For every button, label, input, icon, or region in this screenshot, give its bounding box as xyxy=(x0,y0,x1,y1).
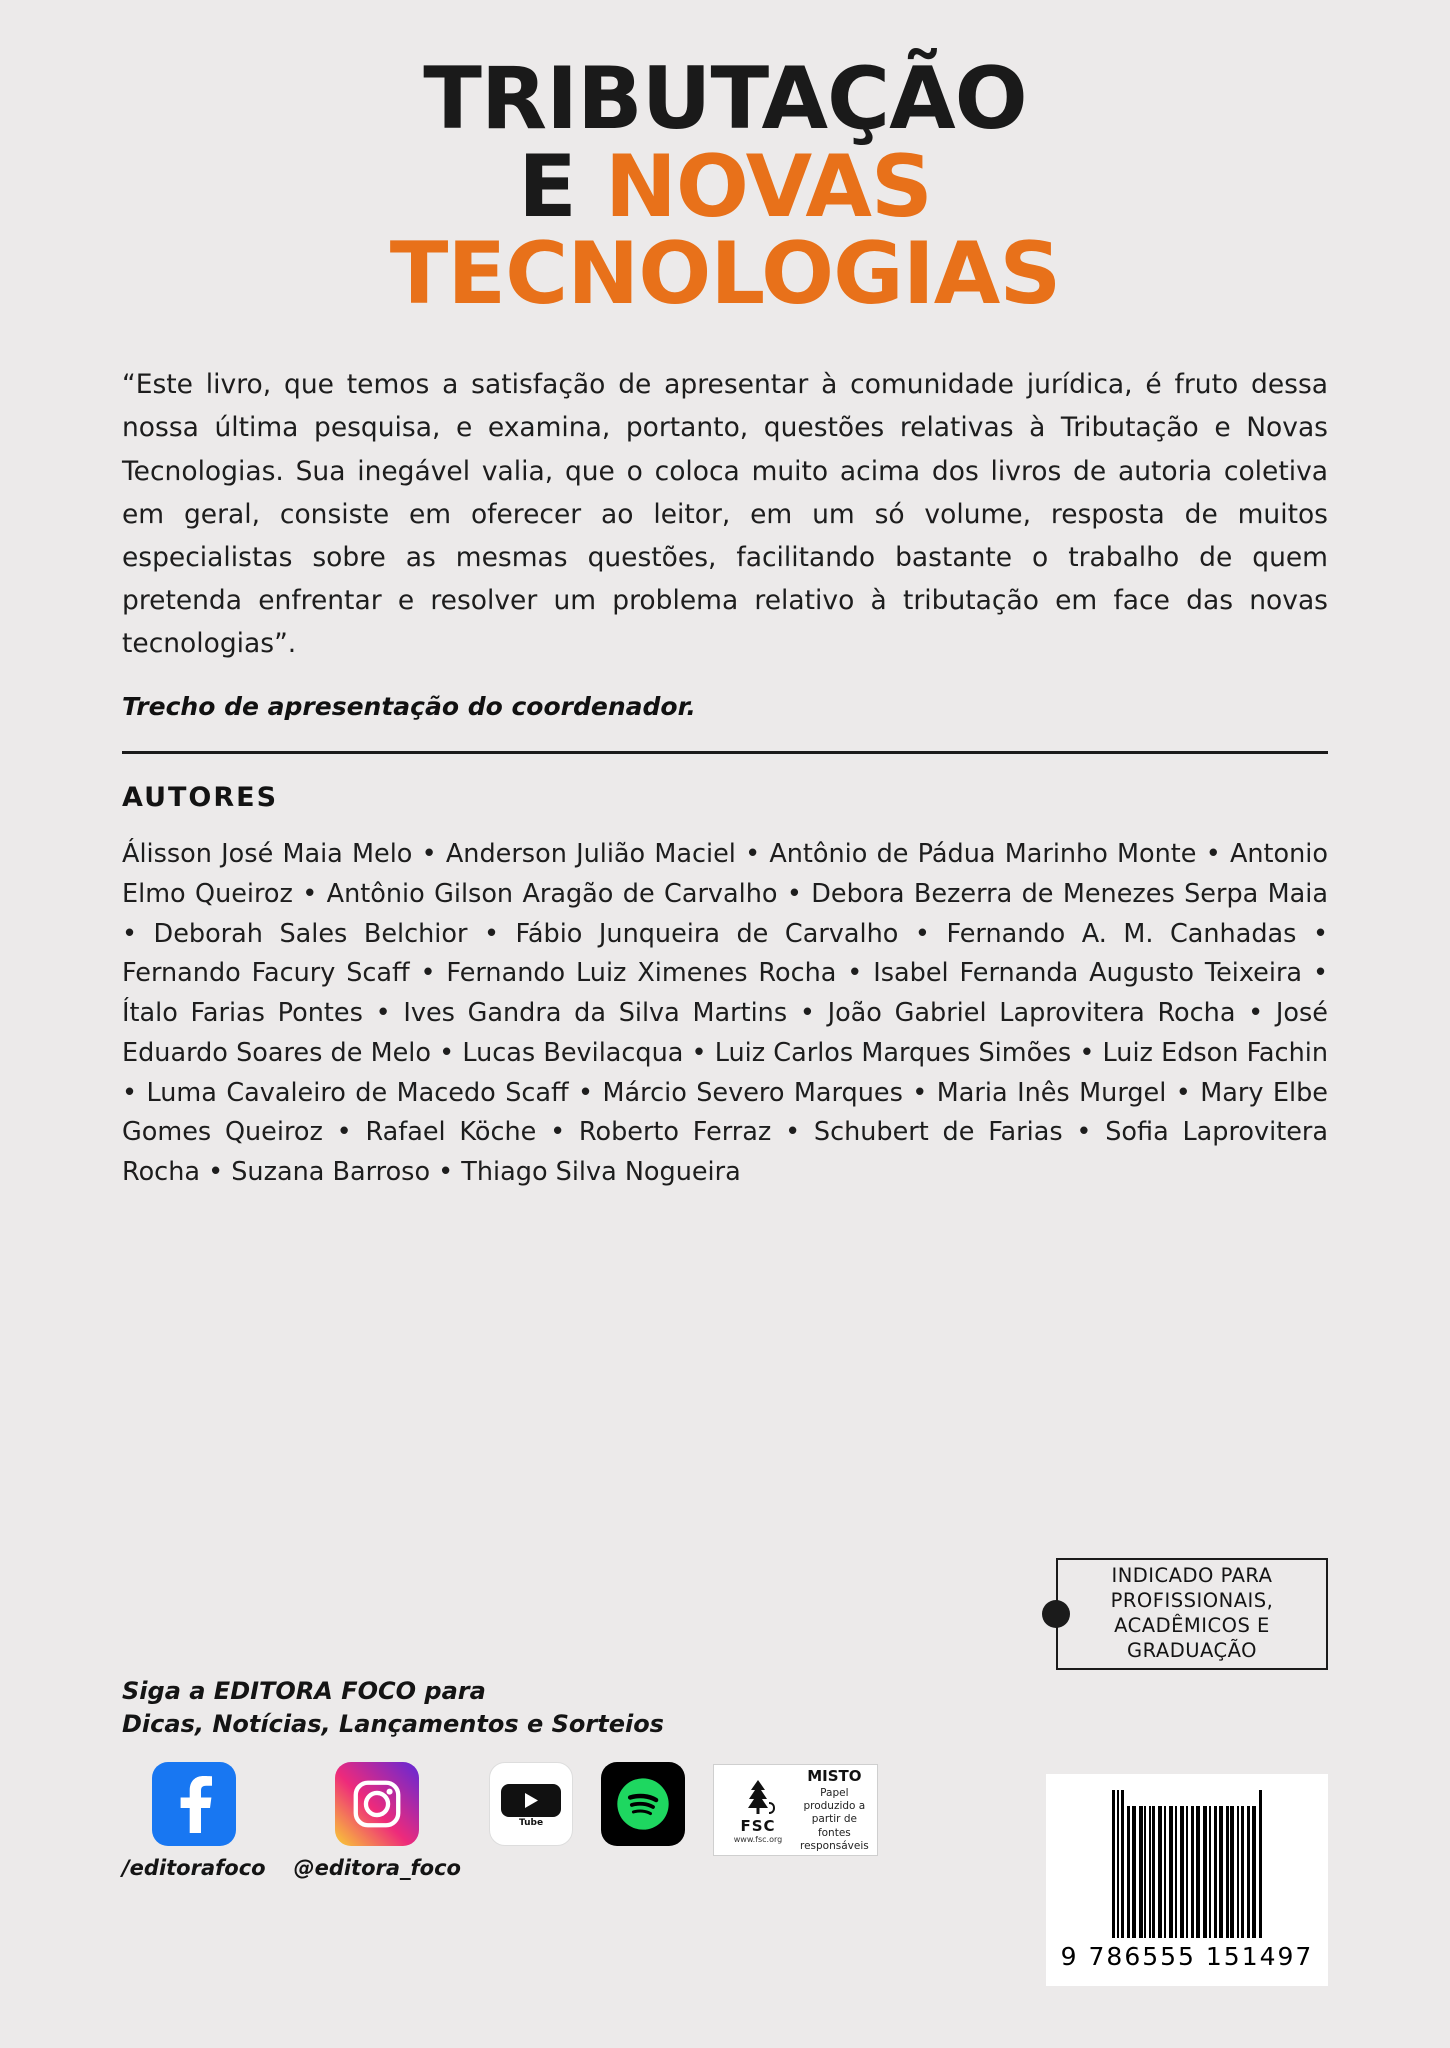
title-line-3: TECNOLOGIAS xyxy=(389,224,1061,325)
section-divider xyxy=(122,751,1328,754)
youtube-icon[interactable] xyxy=(489,1762,573,1846)
quote-attribution: Trecho de apresentação do coordenador. xyxy=(122,691,696,721)
fsc-subtitle: Papel produzido a partir de fontes responsáveis xyxy=(799,1787,869,1852)
facebook-link[interactable] xyxy=(122,1762,266,1880)
spotify-icon[interactable] xyxy=(601,1762,685,1846)
facebook-icon[interactable] xyxy=(152,1762,236,1846)
title-line-2-accent: NOVAS xyxy=(604,136,932,237)
back-cover-quote: “Este livro, que temos a satisfação de apresentar à comunidade jurídica, é fruto dessa nossa última pesquisa, e examina, portanto, questões relativas à Tributação e Novas Tecnologias. Sua inegável valia, que o coloca muito acima dos livros de autoria coletiva em geral, consiste em oferecer ao leitor, em um só volume, resposta de muitos especialistas sobre as mesmas questões, facilitando bastante o trabalho de quem pretenda enfrentar e resolver um problema relativo à tributação em face das novas tecnologias”. xyxy=(122,369,1328,660)
badge-line-2: PROFISSIONAIS, xyxy=(1110,1589,1274,1613)
spotify-link[interactable] xyxy=(601,1762,685,1856)
social-line2-accent: Sorteios xyxy=(551,1709,664,1738)
youtube-link[interactable] xyxy=(489,1762,573,1856)
social-media-block xyxy=(122,1675,869,1880)
badge-dot-icon xyxy=(1042,1600,1070,1628)
social-line1-b: para xyxy=(416,1677,486,1706)
badge-line-1: INDICADO PARA xyxy=(1111,1564,1273,1588)
fsc-url: www.fsc.org xyxy=(733,1834,783,1844)
barcode-bars xyxy=(1112,1790,1262,1938)
social-call-to-action xyxy=(122,1675,822,1740)
badge-line-4: GRADUAÇÃO xyxy=(1127,1638,1257,1662)
audience-badge xyxy=(1056,1558,1328,1670)
svg-text:Tube: Tube xyxy=(518,1818,544,1827)
isbn-barcode xyxy=(1046,1774,1328,1986)
fsc-tree-icon xyxy=(737,1777,779,1817)
social-line1-a: Siga a xyxy=(122,1677,214,1706)
authors-heading: AUTORES xyxy=(122,781,279,813)
fsc-mark-text: FSC xyxy=(740,1816,776,1835)
social-brand: EDITORA FOCO xyxy=(213,1677,417,1706)
isbn-number: 9 786555 151497 xyxy=(1060,1942,1314,1971)
social-icons-row xyxy=(122,1762,869,1880)
instagram-icon[interactable] xyxy=(335,1762,419,1846)
social-line2: Dicas, Notícias, Lançamentos e xyxy=(122,1709,552,1738)
title-line-1: TRIBUTAÇÃO xyxy=(423,49,1027,149)
fsc-logo xyxy=(722,1777,794,1844)
authors-list: Álisson José Maia Melo • Anderson Julião Maciel • Antônio de Pádua Marinho Monte • Antonio Elmo Queiroz • Antônio Gilson Aragão de Carvalho • Debora Bezerra de Menezes Serpa Maia • Deborah Sales Belchior • Fábio Junqueira de Carvalho • Fernando A. M. Canhadas • Fernando Facury Scaff • Fernando Luiz Ximenes Rocha • Isabel Fernanda Augusto Teixeira • Ítalo Farias Pontes • Ives Gandra da Silva Martins • João Gabriel Laprovitera Rocha • José Eduardo Soares de Melo • Lucas Bevilacqua • Luiz Carlos Marques Simões • Luiz Edson Fachin • Luma Cavaleiro de Macedo Scaff • Márcio Severo Marques • Maria Inês Murgel • Mary Elbe Gomes Queiroz • Rafael Köche • Roberto Ferraz • Schubert de Farias • Sofia Laprovitera Rocha • Suzana Barroso • Thiago Silva Nogueira xyxy=(122,838,1328,1188)
facebook-handle: /editorafoco xyxy=(122,1856,266,1880)
fsc-certification-mark xyxy=(713,1764,878,1856)
title-line-2-plain: E xyxy=(518,136,605,237)
fsc-title: MISTO xyxy=(807,1767,862,1786)
book-title xyxy=(122,0,1328,325)
title-line-2 xyxy=(122,136,1328,237)
badge-line-3: ACADÊMICOS E xyxy=(1114,1614,1270,1637)
instagram-handle: @editora_foco xyxy=(293,1856,461,1880)
instagram-link[interactable] xyxy=(294,1762,461,1880)
